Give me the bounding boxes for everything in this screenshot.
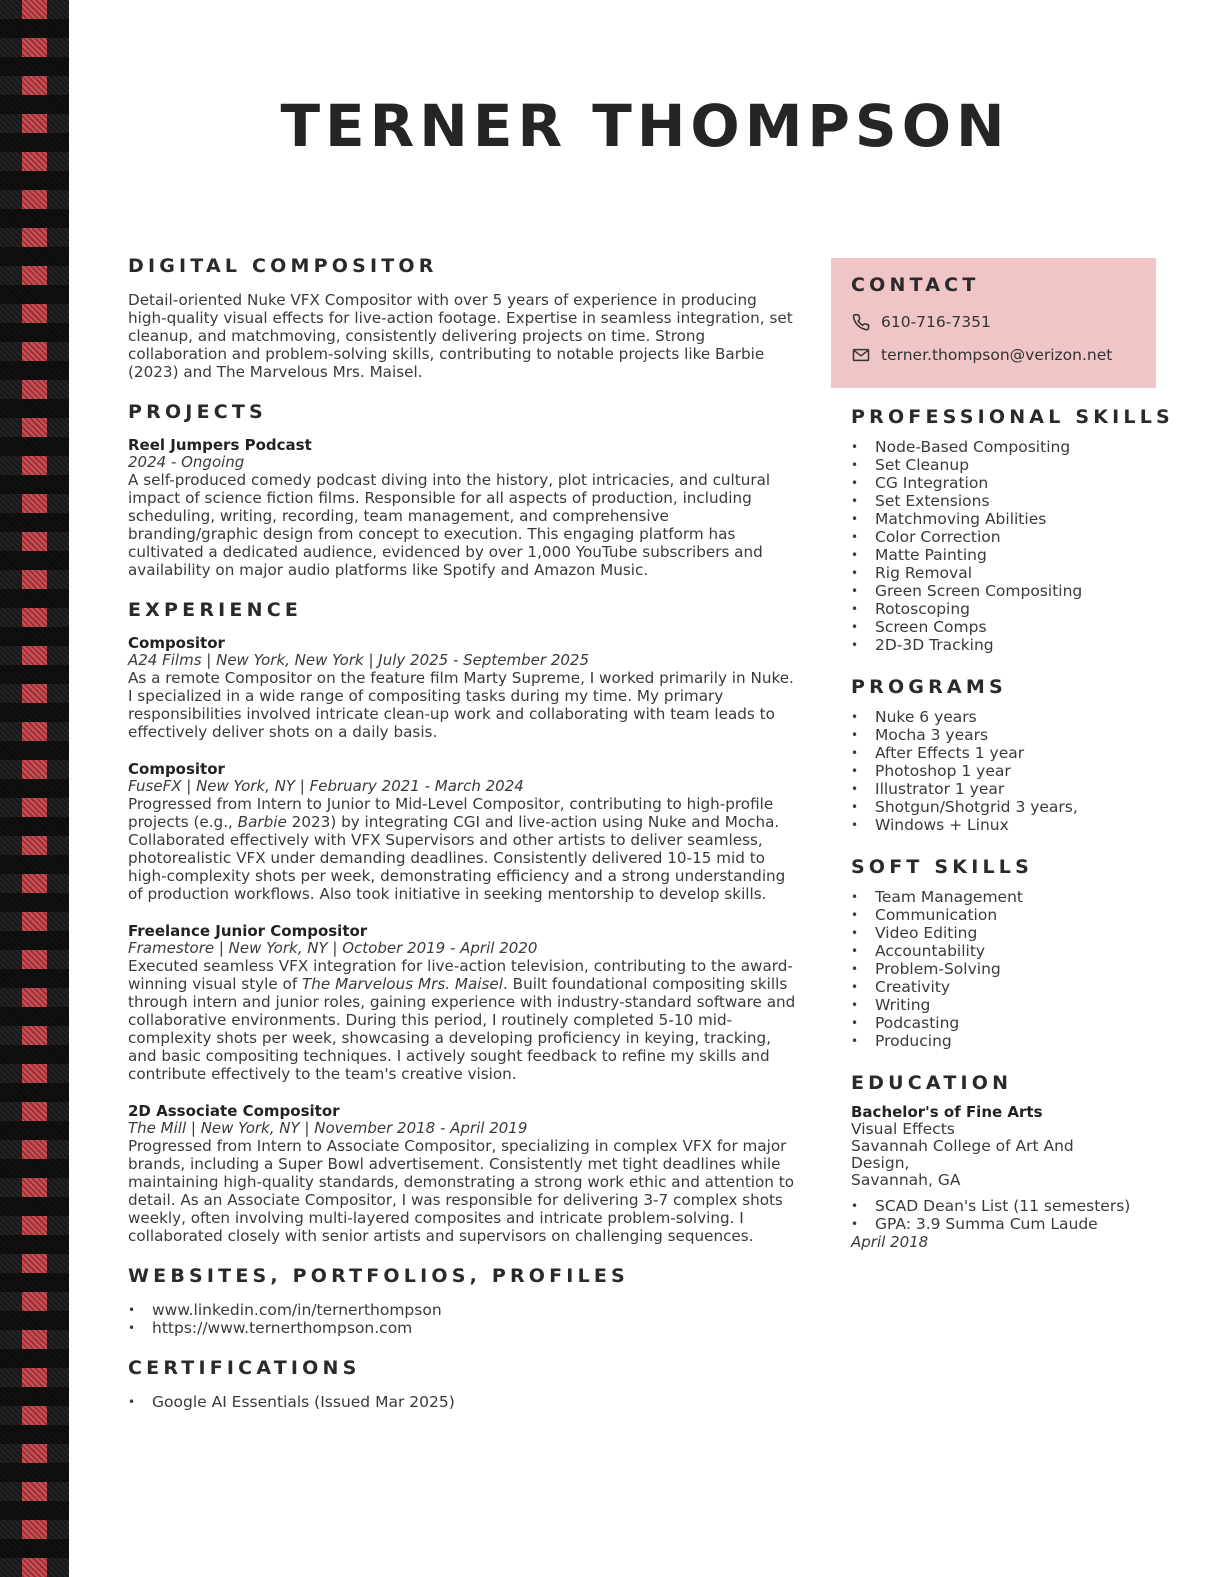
certifications-heading: CERTIFICATIONS bbox=[128, 1357, 361, 1379]
soft-skill-item: • Podcasting bbox=[851, 1014, 1136, 1032]
contact-heading: CONTACT bbox=[851, 274, 980, 296]
job-desc: Progressed from Intern to Associate Compositor, specializing in complex VFX for major brands, including a Super Bowl advertisement. Consistently met tight deadlines while maintaining high-quality standards, demonstrating a strong work ethic and attention to detail. As an Associate Compositor, I was responsible for delivering 3-7 complex shots weekly, often involving multi-layered composites and intricate problem-solving. I collaborated closely with senior artists and supervisors on challenging sequences. bbox=[128, 1137, 795, 1245]
job-meta: The Mill | New York, NY | November 2018 - April 2019 bbox=[128, 1119, 528, 1137]
plaid-border bbox=[0, 0, 69, 1577]
professional-skills-section bbox=[851, 406, 1174, 654]
education-honors-list bbox=[851, 1197, 1136, 1233]
skill-item: • Matte Painting bbox=[851, 546, 1136, 564]
job-desc-part: Progressed from Intern to Junior to Mid-Level Compositor, contributing to high-profile projects (e.g., bbox=[128, 795, 774, 831]
job-title: Compositor bbox=[128, 634, 225, 652]
job-meta: Framestore | New York, NY | October 2019 - April 2020 bbox=[128, 939, 538, 957]
soft-skill-item: • Accountability bbox=[851, 942, 1136, 960]
program-item: • Nuke 6 years bbox=[851, 708, 1136, 726]
program-item: • Photoshop 1 year bbox=[851, 762, 1136, 780]
programs-heading: PROGRAMS bbox=[851, 676, 1007, 698]
experience-entry bbox=[128, 1103, 798, 1245]
program-item: • Mocha 3 years bbox=[851, 726, 1136, 744]
job-desc-title: The Marvelous Mrs. Maisel bbox=[302, 975, 503, 993]
education-field: Visual Effects bbox=[851, 1120, 955, 1138]
program-item: • After Effects 1 year bbox=[851, 744, 1136, 762]
websites-heading: WEBSITES, PORTFOLIOS, PROFILES bbox=[128, 1265, 629, 1287]
program-item: • Shotgun/Shotgrid 3 years, bbox=[851, 798, 1136, 816]
candidate-name: TERNER THOMPSON bbox=[280, 92, 1010, 160]
summary-text: Detail-oriented Nuke VFX Compositor with over 5 years of experience in producing high-quality visual effects for live-action footage. Expertise in seamless integration, set cleanup, and matchmoving, consistently delivering projects on time. Strong collaboration and problem-solving skills, contributing to notable projects like Barbie (2023) and The Marvelous Mrs. Maisel. bbox=[128, 291, 793, 381]
contact-email: terner.thompson@verizon.net bbox=[881, 346, 1113, 364]
experience-heading: EXPERIENCE bbox=[128, 599, 303, 621]
soft-skill-item: • Video Editing bbox=[851, 924, 1136, 942]
education-section bbox=[851, 1072, 1136, 1251]
skill-item: • Screen Comps bbox=[851, 618, 1136, 636]
projects-section bbox=[128, 401, 798, 579]
website-link[interactable]: • https://www.ternerthompson.com bbox=[128, 1319, 798, 1337]
education-heading: EDUCATION bbox=[851, 1072, 1013, 1094]
education-date: April 2018 bbox=[851, 1233, 929, 1251]
professional-skills-heading: PROFESSIONAL SKILLS bbox=[851, 406, 1174, 428]
project-entry bbox=[128, 437, 798, 579]
job-desc-part: 2023) by integrating CGI and live-action using Nuke and Mocha. Collaborated effectively with VFX Supervisors and other artists to deliver seamless, photorealistic VFX under demanding deadlines. Consistently delivered 10-15 mid to high-complexity shots per week, demonstrating efficiency and a strong understanding of production workflows. Also took initiative in seeking mentorship to develop skills. bbox=[128, 813, 786, 903]
summary-section bbox=[128, 255, 798, 381]
programs-list bbox=[851, 708, 1136, 834]
soft-skills-heading: SOFT SKILLS bbox=[851, 856, 1033, 878]
certifications-section bbox=[128, 1357, 798, 1411]
soft-skill-item: • Creativity bbox=[851, 978, 1136, 996]
websites-list bbox=[128, 1301, 798, 1337]
skill-item: • Rotoscoping bbox=[851, 600, 1136, 618]
education-degree: Bachelor's of Fine Arts bbox=[851, 1103, 1043, 1121]
soft-skills-section bbox=[851, 856, 1136, 1050]
skill-item: • Matchmoving Abilities bbox=[851, 510, 1136, 528]
websites-section bbox=[128, 1265, 798, 1337]
soft-skill-item: • Writing bbox=[851, 996, 1136, 1014]
experience-section bbox=[128, 599, 798, 1245]
job-desc bbox=[128, 957, 798, 1083]
summary-heading: DIGITAL COMPOSITOR bbox=[128, 255, 438, 277]
envelope-icon bbox=[851, 345, 871, 365]
professional-skills-list bbox=[851, 438, 1136, 654]
job-desc bbox=[128, 795, 798, 903]
soft-skills-list bbox=[851, 888, 1136, 1050]
soft-skill-item: • Team Management bbox=[851, 888, 1136, 906]
job-title: 2D Associate Compositor bbox=[128, 1102, 340, 1120]
main-column bbox=[128, 255, 798, 1431]
certification-item: • Google AI Essentials (Issued Mar 2025) bbox=[128, 1393, 798, 1411]
experience-entry bbox=[128, 923, 798, 1083]
soft-skill-item: • Problem-Solving bbox=[851, 960, 1136, 978]
job-desc-part: Executed seamless VFX integration for live-action television, contributing to the award-winning visual style of bbox=[128, 957, 793, 993]
education-location: Savannah, GA bbox=[851, 1171, 961, 1189]
skill-item: • Rig Removal bbox=[851, 564, 1136, 582]
skill-item: • Color Correction bbox=[851, 528, 1136, 546]
job-desc: As a remote Compositor on the feature film Marty Supreme, I worked primarily in Nuke. I specialized in a wide range of compositing tasks during my time. My primary responsibilities involved intricate clean-up work and collaborating with team leads to effectively deliver shots on a daily basis. bbox=[128, 669, 794, 741]
program-item: • Windows + Linux bbox=[851, 816, 1136, 834]
project-title: Reel Jumpers Podcast bbox=[128, 436, 312, 454]
skill-item: • 2D-3D Tracking bbox=[851, 636, 1136, 654]
contact-phone: 610-716-7351 bbox=[881, 313, 991, 331]
contact-box bbox=[831, 258, 1156, 388]
program-item: • Illustrator 1 year bbox=[851, 780, 1136, 798]
programs-section bbox=[851, 676, 1136, 834]
experience-entry bbox=[128, 761, 798, 903]
skill-item: • CG Integration bbox=[851, 474, 1136, 492]
phone-icon bbox=[851, 312, 871, 332]
job-desc-title: Barbie bbox=[237, 813, 287, 831]
contact-phone-row[interactable] bbox=[851, 312, 1136, 332]
project-meta: 2024 - Ongoing bbox=[128, 453, 245, 471]
soft-skill-item: • Producing bbox=[851, 1032, 1136, 1050]
job-title: Freelance Junior Compositor bbox=[128, 922, 368, 940]
contact-email-row[interactable] bbox=[851, 345, 1136, 365]
job-title: Compositor bbox=[128, 760, 225, 778]
website-link[interactable]: • www.linkedin.com/in/ternerthompson bbox=[128, 1301, 798, 1319]
projects-heading: PROJECTS bbox=[128, 401, 267, 423]
side-sections bbox=[831, 406, 1174, 1251]
project-desc: A self-produced comedy podcast diving into the history, plot intricacies, and cultural impact of science fiction films. Responsible for all aspects of production, including scheduling, writing, recording, team management, and comprehensive branding/graphic design from concept to execution. This engaging platform has cultivated a dedicated audience, evidenced by over 1,000 YouTube subscribers and availability on major audio platforms like Spotify and Amazon Music. bbox=[128, 471, 771, 579]
skill-item: • Node-Based Compositing bbox=[851, 438, 1136, 456]
education-school: Savannah College of Art And Design, bbox=[851, 1137, 1074, 1172]
skill-item: • Set Cleanup bbox=[851, 456, 1136, 474]
job-desc-part: . Built foundational compositing skills through intern and junior roles, gaining experience with industry-standard software and collaborative environments. During this period, I routinely completed 5-10 mid-complexity shots per week, showcasing a developing proficiency in keying, tracking, and basic compositing techniques. I actively sought feedback to refine my skills and contribute effectively to the team's creative vision. bbox=[128, 975, 796, 1083]
honor-item: • GPA: 3.9 Summa Cum Laude bbox=[851, 1215, 1136, 1233]
honor-item: • SCAD Dean's List (11 semesters) bbox=[851, 1197, 1136, 1215]
experience-entry bbox=[128, 635, 798, 741]
certifications-list bbox=[128, 1393, 798, 1411]
soft-skill-item: • Communication bbox=[851, 906, 1136, 924]
skill-item: • Set Extensions bbox=[851, 492, 1136, 510]
side-column bbox=[831, 258, 1174, 1273]
job-meta: A24 Films | New York, New York | July 2025 - September 2025 bbox=[128, 651, 590, 669]
skill-item: • Green Screen Compositing bbox=[851, 582, 1136, 600]
job-meta: FuseFX | New York, NY | February 2021 - March 2024 bbox=[128, 777, 524, 795]
